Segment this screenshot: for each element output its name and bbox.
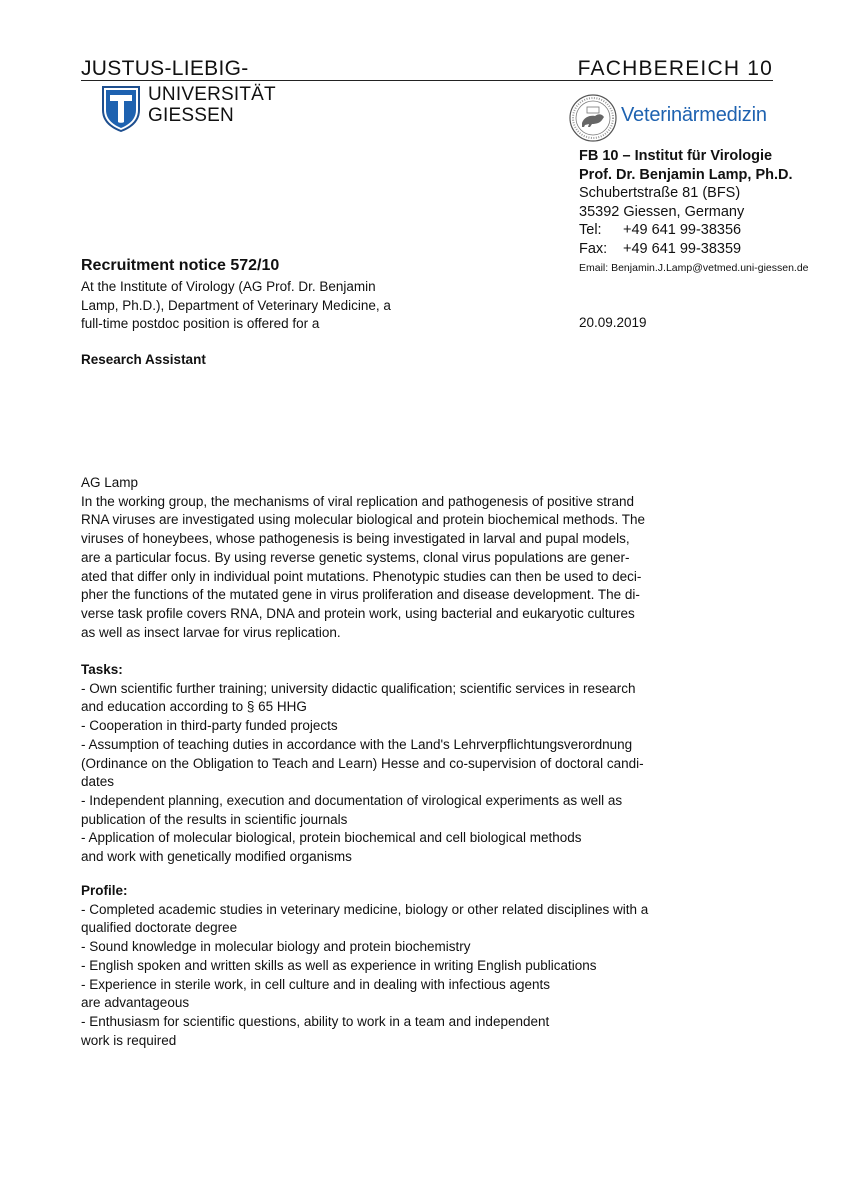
group-line: viruses of honeybees, whose pathogenesis is being investigated in larval and pupal models,	[81, 531, 630, 547]
profile-line: - English spoken and written skills as well as experience in writing English publications	[81, 957, 597, 973]
group-line: ated that differ only in individual point mutations. Phenotypic studies can then be used to deci-	[81, 568, 642, 584]
task-line: publication of the results in scientific journals	[81, 811, 348, 827]
header-divider	[81, 80, 773, 81]
contact-address-block	[579, 147, 793, 258]
city-address: 35392 Giessen, Germany	[579, 203, 745, 220]
intro-line: Lamp, Ph.D.), Department of Veterinary Medicine, a	[81, 297, 391, 313]
task-line: and education according to § 65 HHG	[81, 699, 307, 715]
fax-label: Fax:	[579, 240, 608, 257]
tasks-heading: Tasks:	[81, 662, 123, 677]
contact-email: Email: Benjamin.J.Lamp@vetmed.uni-giessen.de	[579, 262, 809, 274]
university-name-line1: JUSTUS-LIEBIG-	[81, 57, 249, 80]
group-line: pher the functions of the mutated gene in virus proliferation and disease development. The di-	[81, 587, 640, 603]
task-line: - Assumption of teaching duties in accordance with the Land's Lehrverpflichtungsverordnung	[81, 736, 633, 752]
profile-line: - Completed academic studies in veterinary medicine, biology or other related disciplines with a	[81, 901, 649, 917]
profile-line: are advantageous	[81, 995, 190, 1011]
profile-line: - Experience in sterile work, in cell culture and in dealing with infectious agents	[81, 976, 550, 992]
telephone-label: Tel:	[579, 222, 602, 238]
fax-number: +49 641 99-38359	[623, 240, 742, 257]
profile-line: - Sound knowledge in molecular biology and protein biochemistry	[81, 939, 471, 955]
task-line: - Independent planning, execution and documentation of virological experiments as well as	[81, 792, 623, 808]
telephone-line	[579, 221, 793, 240]
institute-name: FB 10 – Institut für Virologie	[579, 148, 773, 164]
group-name: AG Lamp	[81, 475, 139, 490]
veterinary-seal-icon	[568, 93, 618, 143]
profile-line: qualified doctorate degree	[81, 920, 238, 936]
task-line: - Cooperation in third-party funded projects	[81, 718, 338, 734]
notice-date: 20.09.2019	[579, 315, 647, 330]
university-name-block	[148, 84, 276, 126]
intro-line: At the Institute of Virology (AG Prof. Dr. Benjamin	[81, 279, 376, 294]
group-description	[81, 474, 691, 642]
tasks-section	[81, 661, 691, 867]
faculty-label: FACHBEREICH 10	[577, 57, 773, 80]
group-line: RNA viruses are investigated using molecular biological and protein biochemical methods. The	[81, 512, 646, 528]
profile-heading: Profile:	[81, 883, 128, 898]
task-line: (Ordinance on the Obligation to Teach and Learn) Hesse and co-supervision of doctoral candi-	[81, 755, 644, 771]
veterinary-medicine-label: Veterinärmedizin	[621, 104, 767, 126]
task-line: dates	[81, 774, 115, 790]
profile-line: work is required	[81, 1032, 177, 1048]
telephone-number: +49 641 99-38356	[623, 222, 742, 238]
fax-line	[579, 240, 793, 259]
notice-intro	[81, 278, 441, 334]
profile-line: - Enthusiasm for scientific questions, ability to work in a team and independent	[81, 1013, 550, 1029]
group-line: verse task profile covers RNA, DNA and protein work, using bacterial and eukaryotic cultures	[81, 605, 635, 621]
university-name-line3: GIESSEN	[148, 105, 234, 126]
profile-section	[81, 882, 691, 1050]
task-line: - Own scientific further training; university didactic qualification; scientific services in research	[81, 680, 636, 696]
position-title: Research Assistant	[81, 352, 206, 367]
street-address: Schubertstraße 81 (BFS)	[579, 185, 741, 201]
intro-line: full-time postdoc position is offered for a	[81, 316, 320, 331]
notice-title: Recruitment notice 572/10	[81, 257, 280, 274]
group-line: as well as insect larvae for virus replication.	[81, 624, 341, 640]
task-line: - Application of molecular biological, protein biochemical and cell biological methods	[81, 830, 582, 846]
group-line: are a particular focus. By using reverse genetic systems, clonal virus populations are gener-	[81, 549, 630, 565]
task-line: and work with genetically modified organisms	[81, 849, 352, 865]
university-name-line2: UNIVERSITÄT	[148, 84, 276, 105]
group-line: In the working group, the mechanisms of viral replication and pathogenesis of positive strand	[81, 493, 635, 509]
university-shield-logo	[102, 86, 140, 132]
professor-name: Prof. Dr. Benjamin Lamp, Ph.D.	[579, 166, 793, 183]
